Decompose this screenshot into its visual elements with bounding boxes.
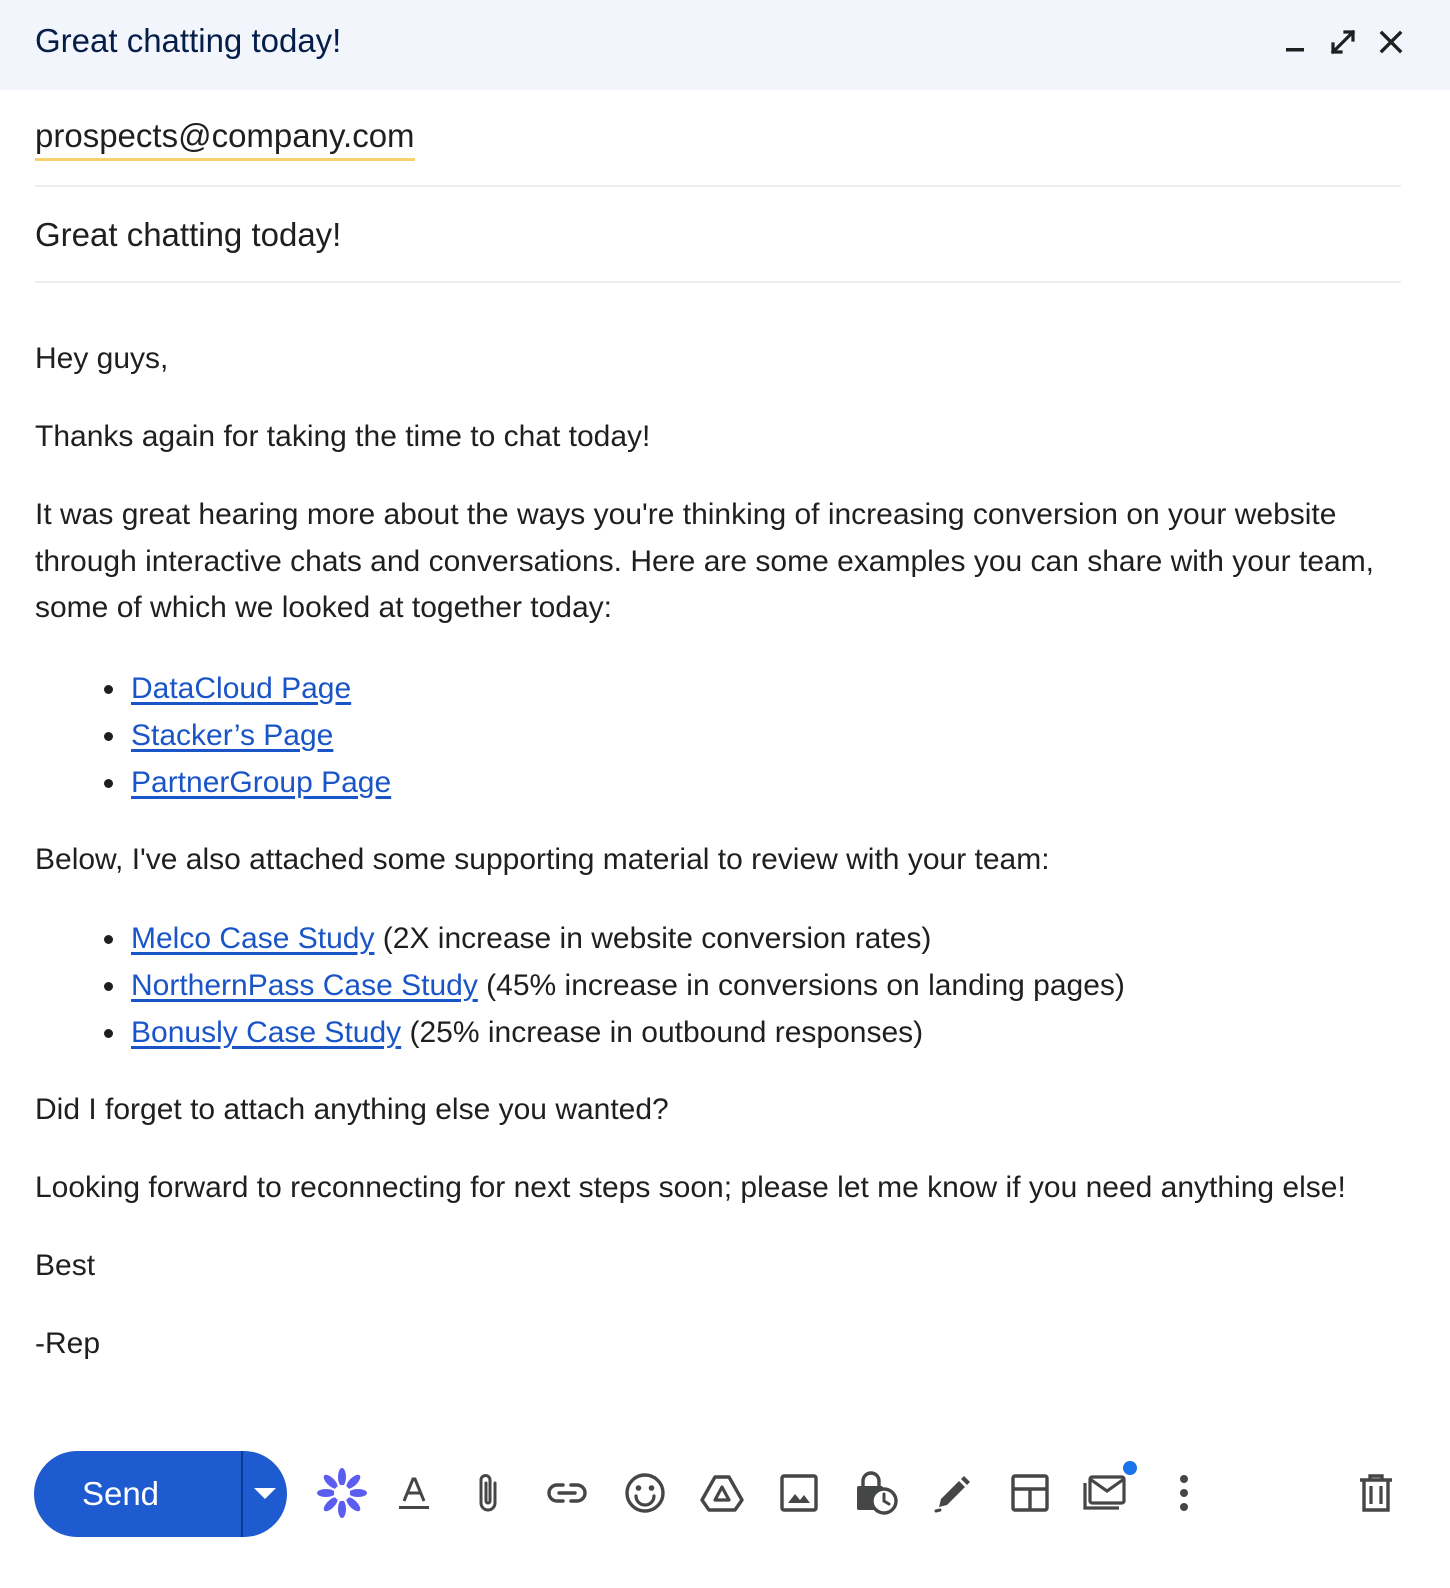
image-icon bbox=[779, 1473, 819, 1513]
attach-icon bbox=[469, 1471, 509, 1515]
example-links-list bbox=[35, 665, 391, 806]
compose-header bbox=[0, 0, 1450, 90]
more-options-icon bbox=[1178, 1473, 1190, 1513]
minimize-icon bbox=[1283, 30, 1307, 54]
emoji-icon bbox=[623, 1471, 667, 1515]
subject-row[interactable] bbox=[35, 187, 1401, 283]
stackers-page-link[interactable]: Stacker’s Page bbox=[131, 719, 334, 752]
layouts-button[interactable] bbox=[1002, 1465, 1058, 1521]
attach-files-button[interactable] bbox=[461, 1465, 517, 1521]
body-signoff: Best bbox=[35, 1249, 96, 1282]
expand-icon bbox=[1329, 28, 1357, 56]
body-greeting: Hey guys, bbox=[35, 342, 169, 375]
body-thanks: Thanks again for taking the time to chat today! bbox=[35, 420, 651, 453]
confidential-mode-icon bbox=[852, 1470, 900, 1516]
confidential-mode-button[interactable] bbox=[848, 1465, 904, 1521]
case-study-note: (2X increase in website conversion rates) bbox=[374, 922, 932, 955]
list-item bbox=[35, 665, 391, 712]
drive-icon bbox=[700, 1473, 744, 1513]
ai-spark-icon bbox=[317, 1468, 367, 1518]
datacloud-page-link[interactable]: DataCloud Page bbox=[131, 672, 352, 705]
northernpass-case-study-link[interactable]: NorthernPass Case Study bbox=[131, 969, 478, 1002]
expand-button[interactable] bbox=[1325, 24, 1361, 60]
formatting-options-button[interactable] bbox=[386, 1465, 442, 1521]
body-question: Did I forget to attach anything else you wanted? bbox=[35, 1093, 669, 1126]
send-button-group bbox=[34, 1451, 287, 1537]
more-options-button[interactable] bbox=[1156, 1465, 1212, 1521]
case-study-note: (25% increase in outbound responses) bbox=[401, 1016, 924, 1049]
insert-signature-button[interactable] bbox=[925, 1465, 981, 1521]
list-item bbox=[35, 915, 1125, 962]
list-item bbox=[35, 1009, 1125, 1056]
partnergroup-page-link[interactable]: PartnerGroup Page bbox=[131, 766, 392, 799]
insert-drive-file-button[interactable] bbox=[694, 1465, 750, 1521]
compose-window-title: Great chatting today! bbox=[35, 22, 342, 59]
link-icon bbox=[545, 1478, 589, 1508]
body-intro: It was great hearing more about the ways you're thinking of increasing conversion on your website through interactive chats and conversations. Here are some examples you can share with your team, some of which we looked at together today: bbox=[35, 498, 1375, 624]
send-options-button[interactable] bbox=[243, 1451, 287, 1537]
case-studies-list bbox=[35, 915, 1125, 1056]
chevron-down-icon bbox=[254, 1488, 276, 1500]
signature-icon bbox=[931, 1471, 975, 1515]
layout-icon bbox=[1010, 1473, 1050, 1513]
body-signature: -Rep bbox=[35, 1327, 101, 1360]
trash-icon bbox=[1356, 1472, 1396, 1514]
minimize-button[interactable] bbox=[1277, 24, 1313, 60]
bonusly-case-study-link[interactable]: Bonusly Case Study bbox=[131, 1016, 402, 1049]
list-item bbox=[35, 962, 1125, 1009]
mail-merge-icon bbox=[1081, 1471, 1133, 1515]
case-study-note: (45% increase in conversions on landing pages) bbox=[477, 969, 1125, 1002]
insert-photo-button[interactable] bbox=[771, 1465, 827, 1521]
text-format-icon bbox=[394, 1473, 434, 1513]
melco-case-study-link[interactable]: Melco Case Study bbox=[131, 922, 375, 955]
list-item bbox=[35, 712, 391, 759]
body-attached-intro: Below, I've also attached some supporting material to review with your team: bbox=[35, 843, 1050, 876]
notification-dot bbox=[1123, 1461, 1137, 1475]
send-button[interactable]: Send bbox=[81, 1475, 160, 1512]
insert-link-button[interactable] bbox=[539, 1465, 595, 1521]
body-closing: Looking forward to reconnecting for next steps soon; please let me know if you need anything else! bbox=[35, 1171, 1346, 1204]
close-button[interactable] bbox=[1373, 24, 1409, 60]
recipient-chip[interactable]: prospects@company.com bbox=[35, 116, 415, 161]
help-me-write-button[interactable] bbox=[314, 1465, 370, 1521]
insert-emoji-button[interactable] bbox=[617, 1465, 673, 1521]
mail-merge-button[interactable] bbox=[1079, 1465, 1135, 1521]
discard-draft-button[interactable] bbox=[1348, 1465, 1404, 1521]
subject-field[interactable]: Great chatting today! bbox=[35, 216, 342, 253]
list-item bbox=[35, 759, 391, 806]
close-icon bbox=[1378, 29, 1404, 55]
recipients-row[interactable] bbox=[35, 90, 1401, 187]
